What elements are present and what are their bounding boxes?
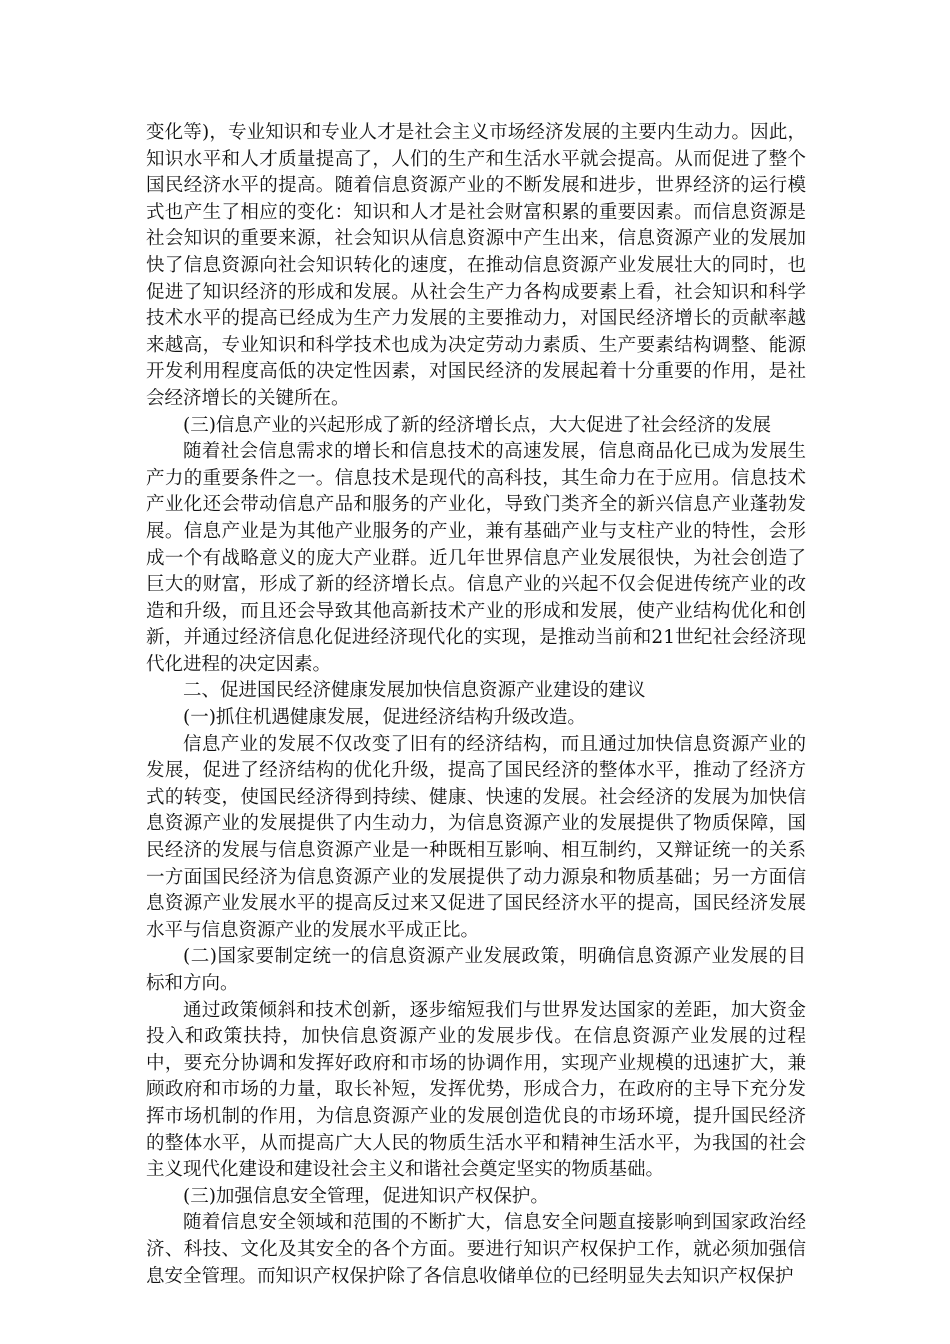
paragraph-body: 信息产业的发展不仅改变了旧有的经济结构，而且通过加快信息资源产业的发展，促进了经济结构的优化升级，提高了国民经济的整体水平，推动了经济方式的转变，使国民经济得到持续、健康、快速的发展。社会经济的发展为加快信息资源产业的发展提供了内生动力，为信息资源产业的发展提供了物质保障，国民经济的发展与信息资源产业是一种既相互影响、相互制约，又辩证统一的关系一方面国民经济为信息资源产业的发展提供了动力源泉和物质基础；另一方面信息资源产业发展水平的提高反过来又促进了国民经济水平的提高，国民经济发展水平与信息资源产业的发展水平成正比。 bbox=[146, 733, 806, 941]
paragraph-body: 随着信息安全领域和范围的不断扩大，信息安全问题直接影响到国家政治经济、科技、文化及其安全的各个方面。要进行知识产权保护工作，就必须加强信息安全管理。而知识产权保护除了各信息收储单位的已经明显失去知识产权保护 bbox=[146, 1212, 806, 1287]
chapter-heading-2: 二、促进国民经济健康发展加快信息资源产业建设的建议 bbox=[183, 680, 646, 702]
section-heading-2: (二)国家要制定统一的信息资源产业发展政策，明确信息资源产业发展的目标和方向。 bbox=[146, 946, 806, 994]
paragraph-body: 通过政策倾斜和技术创新，逐步缩短我们与世界发达国家的差距，加大资金投入和政策扶持，加快信息资源产业的发展步伐。在信息资源产业发展的过程中，要充分协调和发挥好政府和市场的协调作用，实现产业规模的迅速扩大，兼顾政府和市场的力量，取长补短，发挥优势，形成合力，在政府的主导下充分发挥市场机制的作用，为信息资源产业的发展创造优良的市场环境，提升国民经济的整体水平，从而提高广大人民的物质生活水平和精神生活水平，为我国的社会主义现代化建设和建设社会主义和谐社会奠定坚实的物质基础。 bbox=[146, 999, 806, 1181]
section-heading-3: (三)信息产业的兴起形成了新的经济增长点，大大促进了社会经济的发展 bbox=[183, 414, 771, 436]
document-page bbox=[146, 120, 806, 1290]
section-heading-3b: (三)加强信息安全管理，促进知识产权保护。 bbox=[183, 1185, 549, 1207]
paragraph-body: 随着社会信息需求的增长和信息技术的高速发展，信息商品化已成为发展生产力的重要条件之一。信息技术是现代的高科技，其生命力在于应用。信息技术产业化还会带动信息产品和服务的产业化，导致门类齐全的新兴信息产业蓬勃发展。信息产业是为其他产业服务的产业，兼有基础产业与支柱产业的特性，会形成一个有战略意义的庞大产业群。近几年世界信息产业发展很快，为社会创造了巨大的财富，形成了新的经济增长点。信息产业的兴起不仅会促进传统产业的改造和升级，而且还会导致其他高新技术产业的形成和发展，使产业结构优化和创新，并通过经济信息化促进经济现代化的实现，是推动当前和21世纪社会经济现代化进程的决定因素。 bbox=[146, 441, 806, 675]
section-heading-1: (一)抓住机遇健康发展，促进经济结构升级改造。 bbox=[183, 707, 586, 729]
paragraph-continuation: 变化等)，专业知识和专业人才是社会主义市场经济发展的主要内生动力。因此，知识水平和人才质量提高了，人们的生产和生活水平就会提高。从而促进了整个国民经济水平的提高。随着信息资源产业的不断发展和进步，世界经济的运行模式也产生了相应的变化：知识和人才是社会财富积累的重要因素。而信息资源是社会知识的重要来源，社会知识从信息资源中产生出来，信息资源产业的发展加快了信息资源向社会知识转化的速度，在推动信息资源产业发展壮大的同时，也促进了知识经济的形成和发展。从社会生产力各构成要素上看，社会知识和科学技术水平的提高已经成为生产力发展的主要推动力，对国民经济增长的贡献率越来越高，专业知识和科学技术也成为决定劳动力素质、生产要素结构调整、能源开发利用程度高低的决定性因素，对国民经济的发展起着十分重要的作用，是社会经济增长的关键所在。 bbox=[146, 122, 806, 409]
